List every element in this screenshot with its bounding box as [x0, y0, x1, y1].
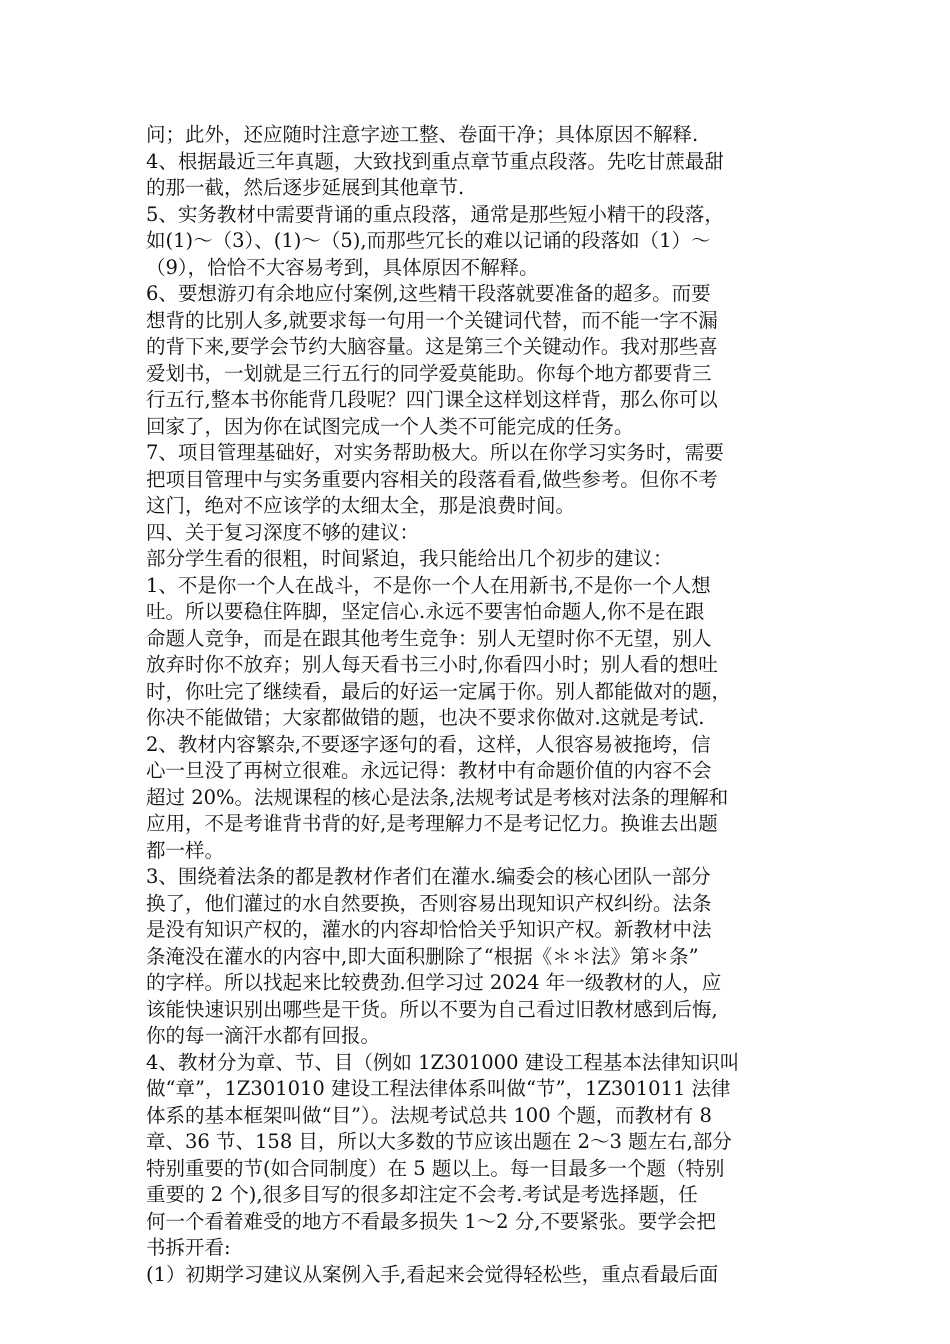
text-line: 体系的基本框架叫做“目”）。法规考试总共 100 个题，而教材有 8: [146, 1103, 712, 1127]
text-line: 应用，不是考谁背书背的好,是考理解力不是考记忆力。换谁去出题: [146, 812, 718, 835]
text-line: 特别重要的节(如合同制度）在 5 题以上。每一目最多一个题（特别: [146, 1156, 725, 1180]
text-line: 命题人竞争，而是在跟其他考生竞争：别人无望时你不无望，别人: [146, 626, 712, 650]
text-line: 是没有知识产权的，灌水的内容却恰恰关乎知识产权。新教材中法: [146, 918, 712, 941]
text-line: 该能快速识别出哪些是干货。所以不要为自己看过旧教材感到后悔,: [146, 997, 718, 1021]
text-line: 做“章”，1Z301010 建设工程法律体系叫做“节”，1Z301011 法律: [146, 1077, 731, 1100]
section-heading: 四、关于复习深度不够的建议：: [146, 520, 420, 544]
text-line: 何一个看着难受的地方不看最多损失 1～2 分,不要紧张。要学会把: [146, 1209, 716, 1233]
text-line: 的那一截，然后逐步延展到其他章节.: [146, 176, 465, 199]
text-line: 4、根据最近三年真题，大致找到重点章节重点段落。先吃甘蔗最甜: [146, 149, 724, 173]
text-line: 1、不是你一个人在战斗，不是你一个人在用新书,不是你一个人想: [146, 573, 711, 597]
text-line: 超过 20%。法规课程的核心是法条,法规考试是考核对法条的理解和: [146, 785, 729, 809]
text-line: 吐。所以要稳住阵脚，坚定信心.永远不要害怕命题人,你不是在跟: [146, 600, 705, 623]
text-line: 条淹没在灌水的内容中,即大面积删除了“根据《＊＊法》第＊条”: [146, 944, 699, 968]
text-line: 心一旦没了再树立很难。永远记得：教材中有命题价值的内容不会: [146, 759, 712, 782]
text-line: 你决不能做错；大家都做错的题，也决不要求你做对.这就是考试.: [146, 706, 705, 729]
document-body: [146, 122, 826, 1288]
text-line: 放弃时你不放弃；别人每天看书三小时,你看四小时；别人看的想吐: [146, 653, 718, 676]
text-line: 把项目管理中与实务重要内容相关的段落看看,做些参考。但你不考: [146, 467, 718, 491]
text-line: 问；此外，还应随时注意字迹工整、卷面干净；具体原因不解释.: [146, 123, 699, 146]
text-line: （9），恰恰不大容易考到，具体原因不解释。: [146, 255, 539, 279]
text-line: 的背下来,要学会节约大脑容量。这是第三个关键动作。我对那些喜: [146, 335, 718, 358]
text-line: 5、实务教材中需要背诵的重点段落，通常是那些短小精干的段落，: [146, 202, 724, 226]
text-line: 想背的比别人多,就要求每一句用一个关键词代替，而不能一字不漏: [146, 308, 718, 332]
text-line: 这门，绝对不应该学的太细太全，那是浪费时间。: [146, 494, 576, 517]
text-line: 部分学生看的很粗，时间紧迫，我只能给出几个初步的建议：: [146, 547, 673, 570]
text-line: 章、36 节、158 目，所以大多数的节应该出题在 2～3 题左右,部分: [146, 1130, 732, 1153]
text-line: 时，你吐完了继续看，最后的好运一定属于你。别人都能做对的题，: [146, 679, 732, 703]
text-line: 重要的 2 个),很多目写的很多却注定不会考.考试是考选择题，任: [146, 1183, 698, 1206]
text-line: 都一样。: [146, 838, 225, 862]
text-line: 7、项目管理基础好，对实务帮助极大。所以在你学习实务时，需要: [146, 441, 724, 464]
text-line: 2、教材内容繁杂,不要逐字逐句的看，这样，人很容易被拖垮，信: [146, 732, 711, 756]
text-line: 6、要想游刃有余地应付案例,这些精干段落就要准备的超多。而要: [146, 282, 711, 305]
text-line: 4、教材分为章、节、目（例如 1Z301000 建设工程基本法律知识叫: [146, 1050, 740, 1074]
text-line: (1）初期学习建议从案例入手,看起来会觉得轻松些，重点看最后面: [146, 1262, 719, 1286]
text-line: 你的每一滴汗水都有回报。: [146, 1024, 381, 1047]
text-line: 书拆开看:: [146, 1236, 231, 1259]
text-line: 爱划书，一划就是三行五行的同学爱莫能助。你每个地方都要背三: [146, 361, 712, 385]
text-line: 如(1)～（3）、(1)～（5),而那些冗长的难以记诵的段落如（1）～: [146, 229, 711, 252]
text-line: 回家了，因为你在试图完成一个人类不可能完成的任务。: [146, 414, 634, 438]
text-line: 的字样。所以找起来比较费劲.但学习过 2024 年一级教材的人，应: [146, 971, 722, 994]
text-line: 行五行,整本书你能背几段呢？四门课全这样划这样背，那么你可以: [146, 388, 718, 411]
text-line: 3、围绕着法条的都是教材作者们在灌水.编委会的核心团队一部分: [146, 865, 711, 888]
text-line: 换了，他们灌过的水自然要换，否则容易出现知识产权纠纷。法条: [146, 891, 712, 915]
